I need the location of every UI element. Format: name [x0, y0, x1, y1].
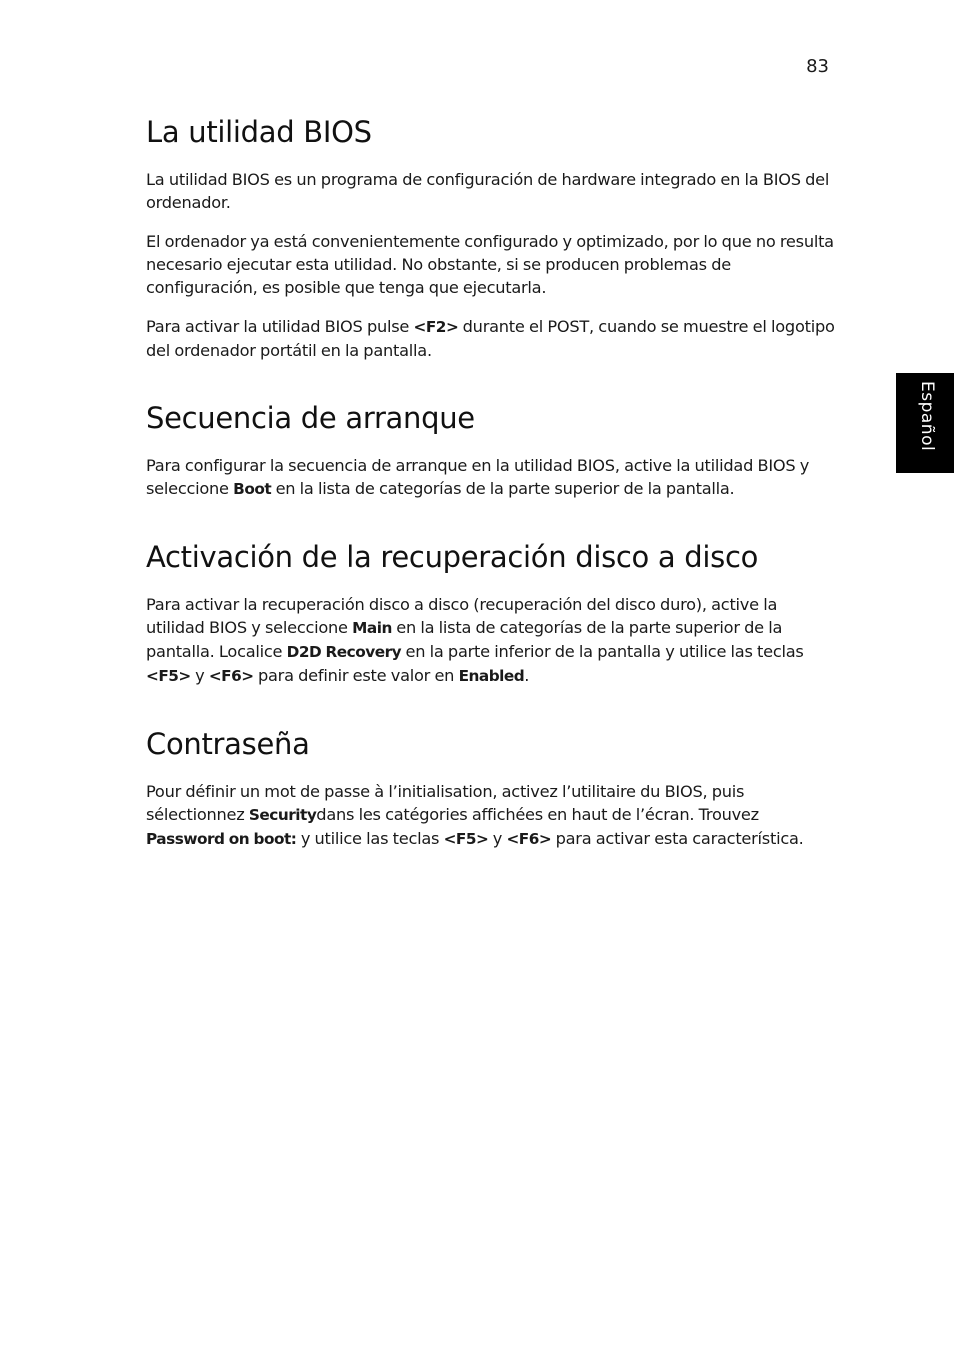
- emphasized-term: Boot: [233, 480, 272, 498]
- paragraph: [146, 168, 836, 214]
- text-run: La utilidad BIOS es un programa de configuración de hardware integrado en la BIOS del ordenador.: [146, 170, 830, 212]
- text-run: en la lista de categorías de la parte superior de la pantalla.: [271, 479, 735, 498]
- text-run: Pour définir un mot de passe à l’initialisation, activez l’utilitaire du BIOS, puis sélectionnez: [146, 782, 745, 824]
- page-number: 83: [806, 56, 829, 77]
- emphasized-term: D2D Recovery: [286, 643, 402, 661]
- emphasized-term: <F5>: [146, 667, 191, 685]
- text-run: Para activar la utilidad BIOS pulse: [146, 317, 414, 336]
- text-run: y: [190, 666, 209, 685]
- text-run: y utilice las teclas: [296, 829, 444, 848]
- emphasized-term: Enabled: [458, 667, 525, 685]
- paragraph: [146, 780, 836, 851]
- paragraph: [146, 315, 836, 362]
- paragraph: [146, 593, 836, 688]
- text-run: en la parte inferior de la pantalla y utilice las teclas: [401, 642, 804, 661]
- section: [146, 537, 836, 688]
- text-run: para definir este valor en: [253, 666, 459, 685]
- text-run: Para activar la recuperación disco a disco (recuperación del disco duro), active la utilidad BIOS y seleccione: [146, 595, 778, 637]
- text-run: Para configurar la secuencia de arranque en la utilidad BIOS, active la utilidad BIOS y seleccione: [146, 456, 810, 498]
- section-title: Activación de la recuperación disco a disco: [146, 540, 759, 574]
- section: [146, 112, 836, 362]
- section-spacer: [146, 517, 836, 537]
- language-tab-label: Español: [917, 381, 937, 452]
- emphasized-term: <F6>: [208, 667, 254, 685]
- section-spacer: [146, 704, 836, 724]
- section: [146, 398, 836, 501]
- section-title: Secuencia de arranque: [146, 401, 475, 435]
- text-run: y: [488, 829, 507, 848]
- text-run: El ordenador ya está convenientemente configurado y optimizado, por lo que no resulta necesario ejecutar esta utilidad. No obstante, si se producen problemas de configuración, es posible que tenga que ejecutarla.: [146, 232, 834, 297]
- section: [146, 724, 836, 851]
- paragraph: [146, 454, 836, 501]
- emphasized-term: Password on boot:: [146, 830, 297, 848]
- emphasized-term: <F2>: [413, 318, 459, 336]
- emphasized-term: <F5>: [443, 830, 489, 848]
- paragraph: [146, 230, 836, 299]
- emphasized-term: <F6>: [506, 830, 552, 848]
- text-run: dans les catégories affichées en haut de l’écran. Trouvez: [316, 805, 759, 824]
- section-title: Contraseña: [146, 727, 310, 761]
- emphasized-term: Security: [248, 806, 317, 824]
- text-run: en la lista de categorías de la parte superior de la pantalla. Localice: [146, 618, 783, 661]
- section-spacer: [146, 378, 836, 398]
- document-body: [146, 112, 836, 867]
- text-run: .: [524, 666, 530, 685]
- text-run: durante el POST, cuando se muestre el logotipo del ordenador portátil en la pantalla.: [146, 317, 835, 360]
- emphasized-term: Main: [352, 619, 392, 637]
- section-title: La utilidad BIOS: [146, 115, 372, 149]
- text-run: para activar esta característica.: [551, 829, 804, 848]
- language-tab: [896, 373, 954, 473]
